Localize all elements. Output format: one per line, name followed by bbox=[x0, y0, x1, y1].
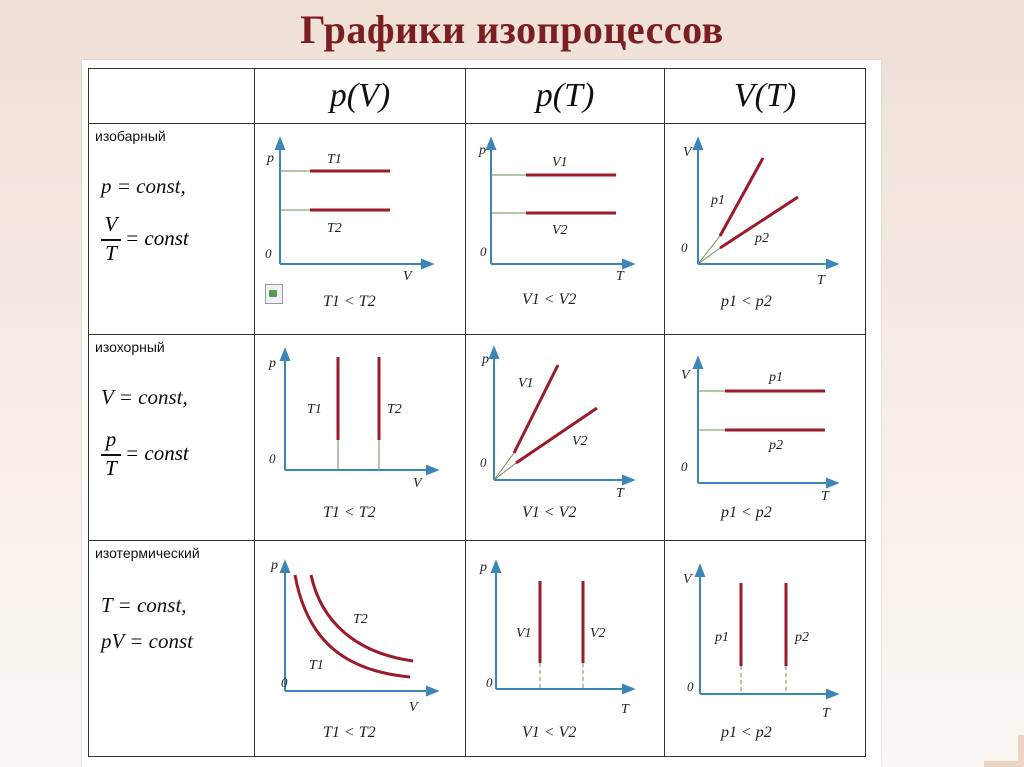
axis-y-label: p bbox=[482, 352, 489, 367]
origin-label: 0 bbox=[687, 679, 694, 694]
origin-label: 0 bbox=[269, 451, 276, 466]
origin-label: 0 bbox=[486, 675, 493, 690]
axis-y-label: p bbox=[479, 143, 486, 158]
header-cell-pt: p(T) bbox=[466, 69, 665, 124]
curve-label-2: p2 bbox=[769, 438, 783, 453]
graph-caption: V1 < V2 bbox=[522, 504, 577, 521]
law-secondary: pV = const bbox=[101, 629, 193, 653]
isobaric-pt-graph bbox=[466, 124, 664, 334]
curve-label-1: p1 bbox=[769, 370, 783, 385]
row-label-cell bbox=[89, 541, 255, 757]
origin-label: 0 bbox=[480, 455, 487, 470]
fraction-rest: = const bbox=[125, 226, 189, 250]
row-isochoric bbox=[89, 335, 866, 541]
axis-x-label: T bbox=[821, 489, 829, 504]
curve-label-2: V2 bbox=[552, 223, 568, 238]
isochoric-pv-graph bbox=[255, 335, 465, 540]
graph-cell-isothermal-pv bbox=[255, 541, 466, 757]
graph-cell-isobaric-vt bbox=[665, 124, 866, 335]
isothermal-pv-graph bbox=[255, 541, 465, 756]
graph-cell-isobaric-pt bbox=[466, 124, 665, 335]
graph-caption: V1 < V2 bbox=[522, 291, 577, 308]
isothermal-vt-graph bbox=[665, 541, 865, 756]
axis-x-label: T bbox=[822, 706, 830, 721]
graph-caption: V1 < V2 bbox=[522, 724, 577, 741]
curve-label-1: p1 bbox=[715, 630, 729, 645]
axis-x-label: V bbox=[409, 700, 418, 715]
axis-x-label: T bbox=[616, 269, 624, 284]
curve-label-2: T2 bbox=[387, 402, 402, 417]
curve-label-1: p1 bbox=[711, 193, 725, 208]
curve-label-2: V2 bbox=[572, 434, 588, 449]
header-cell-vt: V(T) bbox=[665, 69, 866, 124]
origin-label: 0 bbox=[681, 240, 688, 255]
axis-y-label: p bbox=[271, 558, 278, 573]
curve-label-1: T1 bbox=[307, 402, 322, 417]
graph-caption: p1 < p2 bbox=[721, 504, 772, 521]
graph-cell-isochoric-vt bbox=[665, 335, 866, 541]
isochoric-pt-graph bbox=[466, 335, 664, 540]
fraction-denominator: T bbox=[105, 241, 117, 265]
row-isobaric bbox=[89, 124, 866, 335]
fraction-denominator: T bbox=[105, 456, 117, 480]
axis-y-label: V bbox=[683, 572, 692, 587]
law-primary: V = const, bbox=[101, 385, 188, 409]
row-name: изохорный bbox=[95, 339, 165, 355]
origin-label: 0 bbox=[681, 459, 688, 474]
curve-label-1: V1 bbox=[516, 626, 532, 641]
row-isothermal bbox=[89, 541, 866, 757]
axis-x-label: T bbox=[621, 702, 629, 717]
axis-x-label: V bbox=[403, 269, 412, 284]
isobaric-pv-graph bbox=[255, 124, 465, 334]
curve-label-2: V2 bbox=[590, 626, 606, 641]
curve-label-2: T2 bbox=[327, 221, 342, 236]
fraction-numerator: p bbox=[105, 427, 117, 451]
graph-cell-isochoric-pt bbox=[466, 335, 665, 541]
curve-label-2: p2 bbox=[755, 231, 769, 246]
curve-label-1: V1 bbox=[552, 155, 568, 170]
axis-y-label: V bbox=[681, 368, 690, 383]
graph-caption: T1 < T2 bbox=[323, 293, 376, 310]
fraction-rest: = const bbox=[125, 441, 189, 465]
fraction-numerator: V bbox=[104, 212, 118, 236]
graph-cell-isobaric-pv bbox=[255, 124, 466, 335]
row-name: изотермический bbox=[95, 545, 200, 561]
law-primary: T = const, bbox=[101, 593, 187, 617]
axis-x-label: T bbox=[616, 486, 624, 501]
axis-y-label: p bbox=[480, 560, 487, 575]
row-name: изобарный bbox=[95, 128, 166, 144]
row-label-cell bbox=[89, 335, 255, 541]
header-cell-pv: p(V) bbox=[255, 69, 466, 124]
graph-caption: T1 < T2 bbox=[323, 504, 376, 521]
isochoric-vt-graph bbox=[665, 335, 865, 540]
graph-cell-isochoric-pv bbox=[255, 335, 466, 541]
axis-y-label: p bbox=[269, 356, 276, 371]
graph-caption: T1 < T2 bbox=[323, 724, 376, 741]
isoprocess-table bbox=[88, 68, 866, 757]
isothermal-pt-graph bbox=[466, 541, 664, 756]
curve-label-2: p2 bbox=[795, 630, 809, 645]
isobaric-vt-graph bbox=[665, 124, 865, 334]
row-label-cell bbox=[89, 124, 255, 335]
graph-cell-isothermal-vt bbox=[665, 541, 866, 757]
graph-caption: p1 < p2 bbox=[721, 724, 772, 741]
curve-label-1: T1 bbox=[327, 152, 342, 167]
header-row bbox=[89, 69, 866, 124]
origin-label: 0 bbox=[281, 675, 288, 690]
header-corner-cell bbox=[89, 69, 255, 124]
graph-cell-isothermal-pt bbox=[466, 541, 665, 757]
law-primary: p = const, bbox=[101, 174, 186, 198]
axis-y-label: V bbox=[683, 145, 692, 160]
isoprocess-table-sheet bbox=[82, 60, 881, 767]
curve-label-1: T2 bbox=[353, 612, 368, 627]
axis-x-label: T bbox=[817, 273, 825, 288]
axis-x-label: V bbox=[413, 476, 422, 491]
corner-decoration bbox=[984, 735, 1024, 767]
curve-label-1: V1 bbox=[518, 376, 534, 391]
page-title: Графики изопроцессов bbox=[300, 7, 724, 52]
origin-label: 0 bbox=[480, 244, 487, 259]
axis-y-label: p bbox=[267, 151, 274, 166]
origin-label: 0 bbox=[265, 246, 272, 261]
curve-label-2: T1 bbox=[309, 658, 324, 673]
graph-caption: p1 < p2 bbox=[721, 293, 772, 310]
